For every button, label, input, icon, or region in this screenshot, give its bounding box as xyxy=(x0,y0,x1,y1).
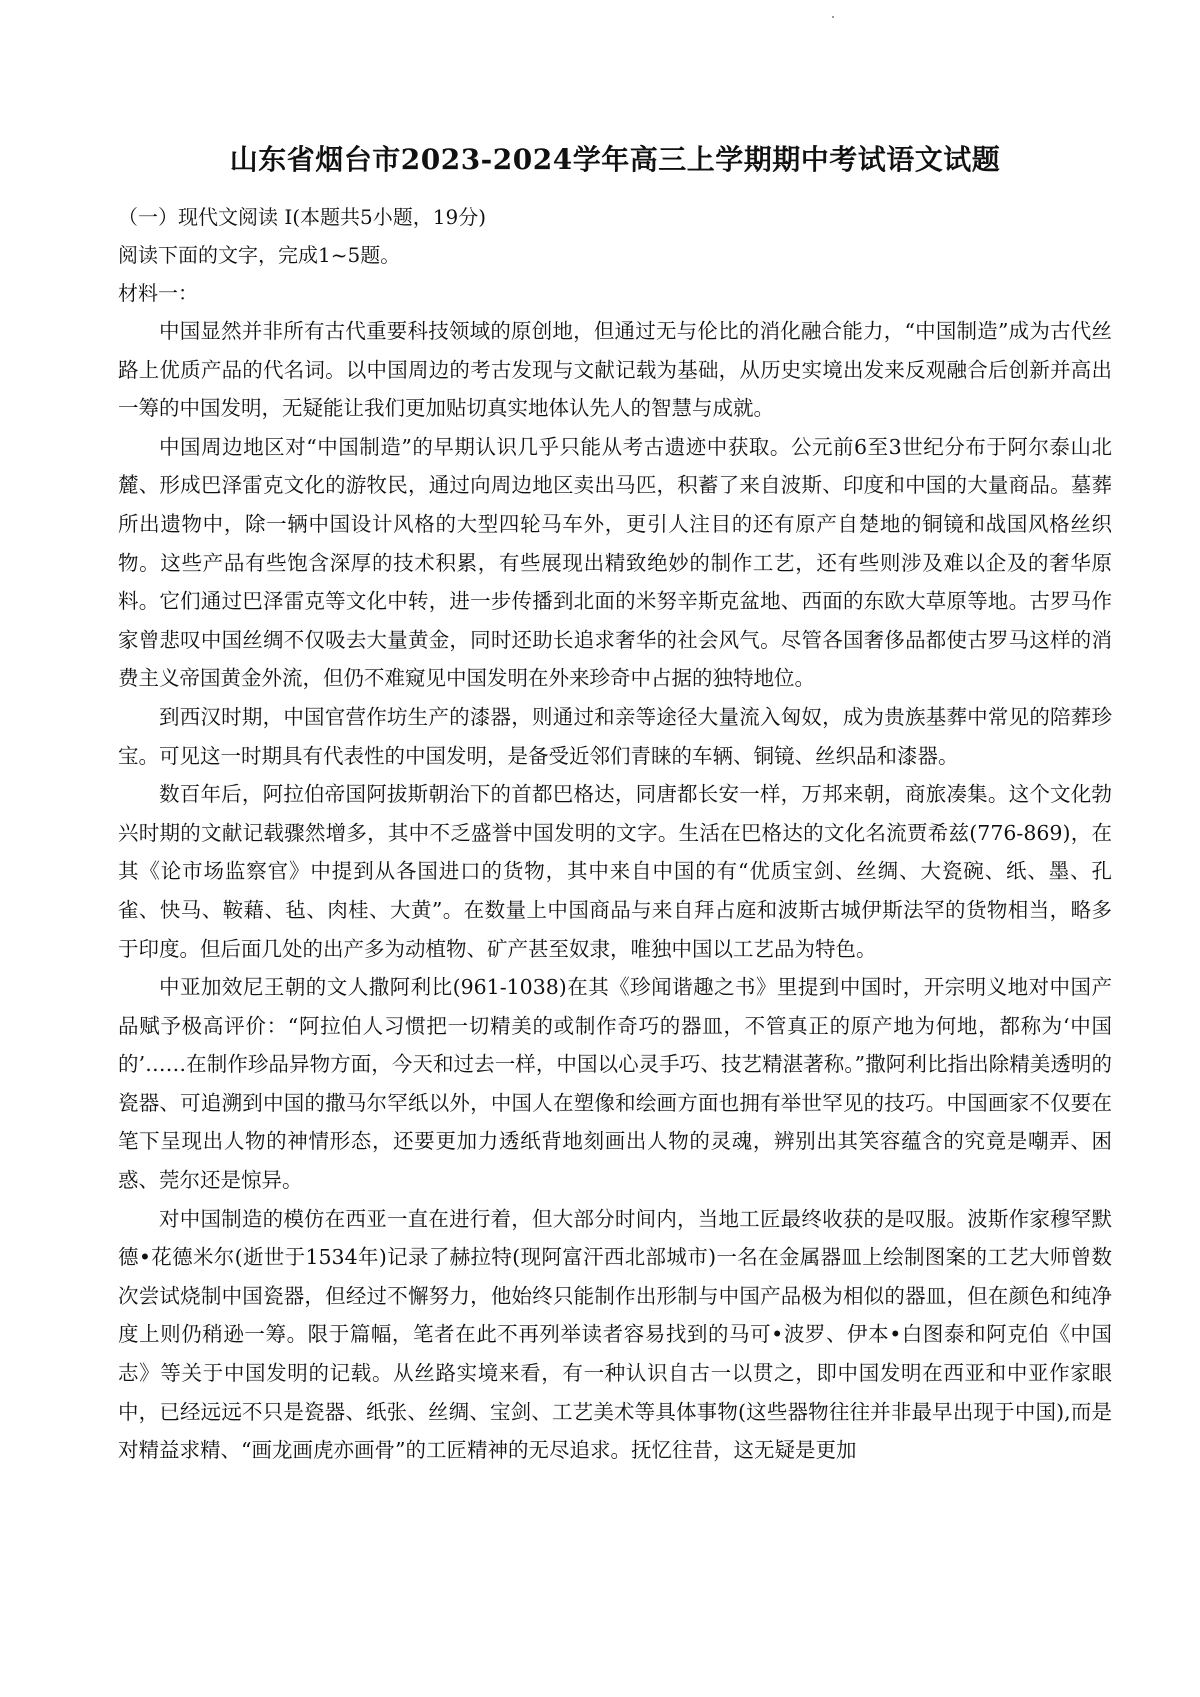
document-title: 山东省烟台市2023-2024学年高三上学期期中考试语文试题 xyxy=(229,143,1001,176)
paragraph-4: 数百年后，阿拉伯帝国阿拔斯朝治下的首都巴格达，同唐都长安一样，万邦来朝，商旅凑集。这个文化勃兴时期的文献记载骤然增多，其中不乏盛誉中国发明的文字。生活在巴格达的文化名流贾希兹(776-869)，在其《论市场监察官》中提到从各国进口的货物，其中来自中国的有“优质宝剑、丝绸、大瓷碗、纸、墨、孔雀、快马、鞍藉、毡、肉桂、大黄”。在数量上中国商品与来自拜占庭和波斯古城伊斯法罕的货物相当，略多于印度。但后面几处的出产多为动植物、矿产甚至奴隶，唯独中国以工艺品为特色。 xyxy=(118,782,1112,961)
scan-speck xyxy=(832,16,834,18)
paragraph-2: 中国周边地区对“中国制造”的早期认识几乎只能从考古遗迹中获取。公元前6至3世纪分布于阿尔泰山北麓、形成巴泽雷克文化的游牧民，通过向周边地区卖出马匹，积蓄了来自波斯、印度和中国的大量商品。墓葬所出遗物中，除一辆中国设计风格的大型四轮马车外，更引人注目的还有原产自楚地的铜镜和战国风格丝织物。这些产品有些饱含深厚的技术积累，有些展现出精致绝妙的制作工艺，还有些则涉及难以企及的奢华原料。它们通过巴泽雷克等文化中转，进一步传播到北面的米努辛斯克盆地、西面的东欧大草原等地。古罗马作家曾悲叹中国丝绸不仅吸去大量黄金，同时还助长追求奢华的社会风气。尽管各国奢侈品都使古罗马这样的消费主义帝国黄金外流，但仍不难窥见中国发明在外来珍奇中占据的独特地位。 xyxy=(118,434,1112,691)
paragraph-5: 中亚加效尼王朝的文人撒阿利比(961-1038)在其《珍闻谐趣之书》里提到中国时，开宗明义地对中国产品赋予极高评价：“阿拉伯人习惯把一切精美的或制作奇巧的器皿，不管真正的原产地为何地，都称为‘中国的’……在制作珍品异物方面，今天和过去一样，中国以心灵手巧、技艺精湛著称。”撒阿利比指出除精美透明的瓷器、可追溯到中国的撒马尔罕纸以外，中国人在塑像和绘画方面也拥有举世罕见的技巧。中国画家不仅要在笔下呈现出人物的神情形态，还要更加力透纸背地刻画出人物的灵魂，辨别出其笑容蕴含的究竟是嘲弄、困惑、莞尔还是惊异。 xyxy=(118,975,1112,1193)
paragraph-1: 中国显然并非所有古代重要科技领域的原创地，但通过无与伦比的消化融合能力，“中国制造”成为古代丝路上优质产品的代名词。以中国周边的考古发现与文献记载为基础，从历史实境出发来反观融合后创新并高出一筹的中国发明，无疑能让我们更加贴切真实地体认先人的智慧与成就。 xyxy=(118,319,1112,421)
material-label: 材料一： xyxy=(118,281,198,305)
paragraph-3: 到西汉时期，中国官营作坊生产的漆器，则通过和亲等途径大量流入匈奴，成为贵族基葬中常见的陪葬珍宝。可见这一时期具有代表性的中国发明，是备受近邻们青睐的车辆、铜镜、丝织品和漆器。 xyxy=(118,704,1112,768)
reading-instruction: 阅读下面的文字，完成1~5题。 xyxy=(118,243,401,267)
section-heading: （一）现代文阅读 I(本题共5小题，19分) xyxy=(118,205,487,229)
paragraph-6: 对中国制造的模仿在西亚一直在进行着，但大部分时间内，当地工匠最终收获的是叹服。波斯作家穆罕默德•花德米尔(逝世于1534年)记录了赫拉特(现阿富汗西北部城市)一名在金属器皿上绘制图案的工艺大师曾数次尝试烧制中国瓷器，但经过不懈努力，他始终只能制作出形制与中国产品极为相似的器皿，但在颜色和纯净度上则仍稍逊一筹。限于篇幅，笔者在此不再列举读者容易找到的马可•波罗、伊本•白图泰和阿克伯《中国志》等关于中国发明的记载。从丝路实境来看，有一种认识自古一以贯之，即中国发明在西亚和中亚作家眼中，已经远远不只是瓷器、纸张、丝绸、宝剑、工艺美术等具体事物(这些器物往往并非最早出现于中国),而是对精益求精、“画龙画虎亦画骨”的工匠精神的无尽追求。抚忆往昔，这无疑是更加 xyxy=(118,1206,1112,1463)
